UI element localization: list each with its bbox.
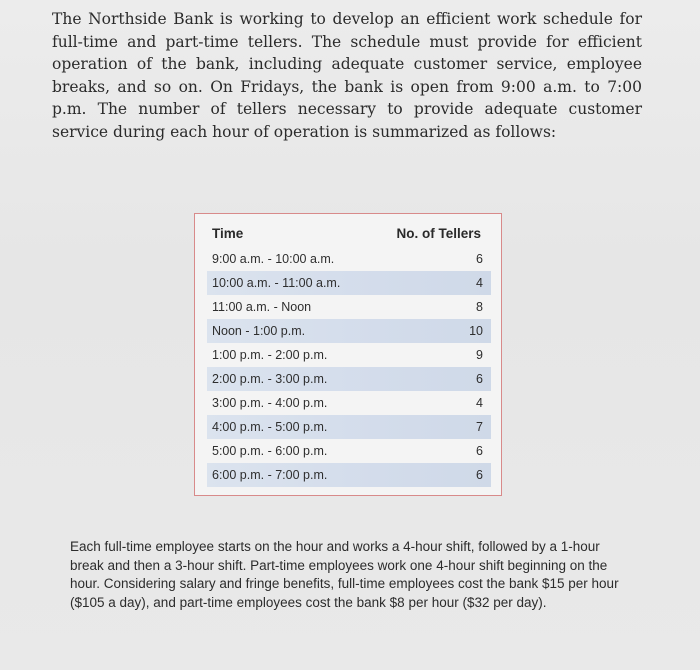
cell-time: 6:00 p.m. - 7:00 p.m. — [212, 468, 328, 482]
table-row — [207, 391, 491, 415]
table-row — [207, 295, 491, 319]
table-row — [207, 343, 491, 367]
header-time: Time — [212, 226, 244, 241]
table-row — [207, 367, 491, 391]
outro-paragraph: Each full-time employee starts on the hour and works a 4-hour shift, followed by a 1-hour break and then a 3-hour shift. Part-time employees work one 4-hour shift beginning on the hour. Considering salary and fringe benefits, full-time employees cost the bank $15 per hour ($105 a day), and part-time employees cost the bank $8 per hour ($32 per day). — [70, 539, 619, 610]
cell-tellers: 9 — [476, 348, 483, 362]
cell-time: 9:00 a.m. - 10:00 a.m. — [212, 252, 335, 266]
table-row — [207, 415, 491, 439]
cell-tellers: 8 — [476, 300, 483, 314]
cell-tellers: 6 — [476, 468, 483, 482]
cell-time: 11:00 a.m. - Noon — [212, 300, 312, 314]
table-row — [207, 463, 491, 487]
table-row — [207, 319, 491, 343]
cell-time: 3:00 p.m. - 4:00 p.m. — [212, 396, 328, 410]
cell-tellers: 10 — [469, 324, 483, 338]
cell-time: 5:00 p.m. - 6:00 p.m. — [212, 444, 328, 458]
cell-tellers: 6 — [476, 444, 483, 458]
table-row — [207, 439, 491, 463]
intro-paragraph: The Northside Bank is working to develop an efficient work schedule for full-time and part-time tellers. The schedule must provide for efficient operation of the bank, including adequate customer service, employee breaks, and so on. On Fridays, the bank is open from 9:00 a.m. to 7:00 p.m. The number of tellers necessary to provide adequate customer service during each hour of operation is summarized as follows: — [52, 10, 642, 141]
cell-time: 1:00 p.m. - 2:00 p.m. — [212, 348, 328, 362]
cell-tellers: 7 — [476, 420, 483, 434]
table-header — [195, 220, 501, 246]
header-tellers: No. of Tellers — [396, 226, 481, 241]
cell-time: 2:00 p.m. - 3:00 p.m. — [212, 372, 328, 386]
cell-tellers: 6 — [476, 372, 483, 386]
cell-tellers: 4 — [476, 396, 483, 410]
cell-tellers: 4 — [476, 276, 483, 290]
cell-time: 4:00 p.m. - 5:00 p.m. — [212, 420, 328, 434]
cell-tellers: 6 — [476, 252, 483, 266]
cell-time: Noon - 1:00 p.m. — [212, 324, 306, 338]
table-body — [207, 247, 491, 487]
table-row — [207, 271, 491, 295]
tellers-table — [194, 213, 502, 496]
cell-time: 10:00 a.m. - 11:00 a.m. — [212, 276, 341, 290]
table-row — [207, 247, 491, 271]
